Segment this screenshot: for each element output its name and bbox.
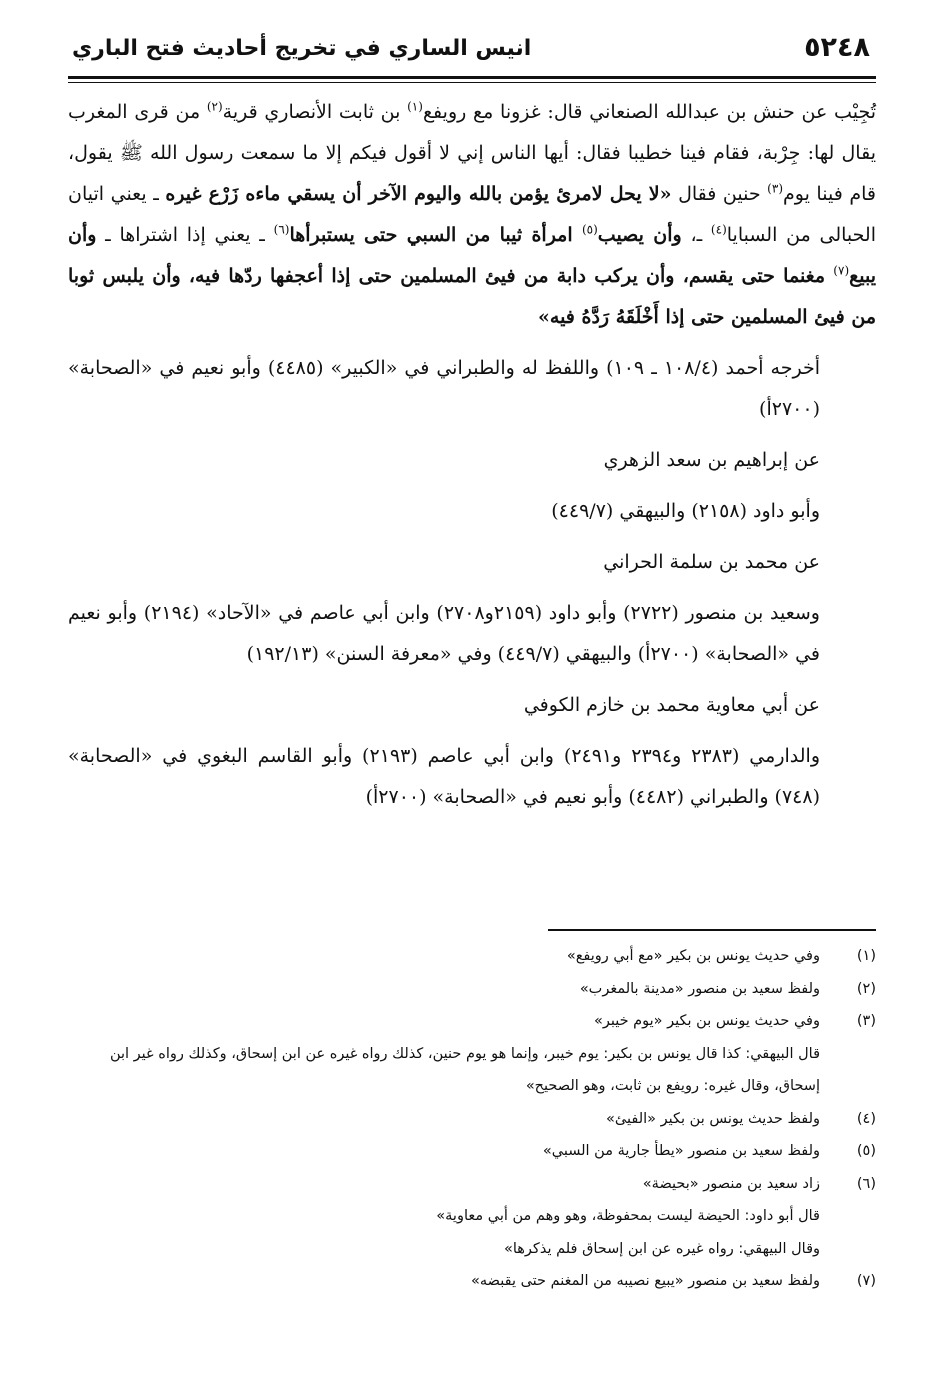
footnote-item xyxy=(68,1265,876,1298)
footnote-number: (٣) xyxy=(856,1013,876,1029)
hadith-segment: حنين فقال xyxy=(671,183,768,205)
hadith-quote-bold: «لا يحل لامرئ يؤمن بالله واليوم الآخر أن يسقي ماءه زَرْع غيره xyxy=(165,183,672,205)
footnote-ref-3: (٣) xyxy=(767,181,783,196)
hadith-text xyxy=(68,92,876,338)
hadith-segment: ـ، xyxy=(681,224,711,246)
hadith-quote-bold: امرأة ثيبا من السبي حتى يستبرأها xyxy=(289,224,582,246)
footnote-continuation: وقال البيهقي: رواه غيره عن ابن إسحاق فلم يذكرها» xyxy=(504,1240,820,1257)
main-text xyxy=(68,92,876,818)
footnote-item xyxy=(68,973,876,1006)
footnote-ref-2: (٢) xyxy=(206,99,223,114)
hadith-quote-bold: وأن يبيع xyxy=(68,224,876,287)
footnote-text: ولفظ سعيد بن منصور «يبيع نصيبه من المغنم حتى يقبضه» xyxy=(471,1273,820,1289)
narrator-line: عن أبي معاوية محمد بن خازم الكوفي xyxy=(523,694,820,716)
footnote-number: (٤) xyxy=(856,1110,876,1127)
footnote-ref-6: (٦) xyxy=(273,222,290,237)
takhrij-paragraph: أخرجه أحمد (١٠٨/٤ ـ ١٠٩) واللفظ له والطبراني في «الكبير» (٤٤٨٥) وأبو نعيم في «الصحابة» (٢٧٠٠أ) xyxy=(68,357,820,420)
footnote-text: ولفظ حديث يونس بن بكير «الفيئ» xyxy=(606,1110,820,1127)
footnote-number: (١) xyxy=(856,948,876,964)
footnote-item xyxy=(68,940,876,973)
footnote-item xyxy=(68,1103,876,1136)
footnote-item xyxy=(68,1005,876,1038)
footnote-text: زاد سعيد بن منصور «بحيضة» xyxy=(642,1175,820,1192)
page-header xyxy=(68,28,876,76)
hadith-segment: تُجِيْب عن حنش بن عبدالله الصنعاني قال: غزونا مع رويفع xyxy=(422,101,876,123)
footnote-item xyxy=(68,1168,876,1201)
footnote-separator xyxy=(548,929,876,931)
footnote-text: ولفظ سعيد بن منصور «مدينة بالمغرب» xyxy=(579,980,820,997)
hadith-segment: ـ يعني اتيان الحبالى من السبايا xyxy=(68,183,876,246)
footnote-item xyxy=(68,1135,876,1168)
header-rule xyxy=(68,76,876,79)
footnote-continuation: قال أبو داود: الحيضة ليست بمحفوظة، وهو وهم من أبي معاوية» xyxy=(436,1208,820,1224)
footnote-text: ولفظ سعيد بن منصور «يطأ جارية من السبي» xyxy=(542,1143,820,1159)
footnote-ref-5: (٥) xyxy=(581,222,598,237)
narrator-line: عن محمد بن سلمة الحراني xyxy=(603,551,820,573)
running-title: انيس الساري في تخريج أحاديث فتح الباري xyxy=(72,36,532,61)
footnote-number: (٧) xyxy=(856,1273,876,1289)
page-number: ٥٢٤٨ xyxy=(804,32,870,63)
header-rule-thin xyxy=(68,82,876,83)
footnote-number: (٢) xyxy=(856,980,876,997)
footnote-ref-7: (٧) xyxy=(833,263,850,278)
takhrij-paragraph: والدارمي (٢٣٨٣ و٢٣٩٤ و٢٤٩١) وابن أبي عاصم (٢١٩٣) وأبو القاسم البغوي في «الصحابة» (٧٤٨) والطبراني (٤٤٨٢) وأبو نعيم في «الصحابة» (٢٧٠٠أ) xyxy=(68,745,820,808)
hadith-segment: ـ يعني إذا اشتراها ـ xyxy=(96,224,274,246)
footnotes xyxy=(68,940,876,1298)
footnote-text: وفي حديث يونس بن بكير «يوم خيبر» xyxy=(593,1013,820,1029)
hadith-quote-bold: وأن يصيب xyxy=(597,224,682,246)
takhrij-paragraph: وسعيد بن منصور (٢٧٢٢) وأبو داود (٢١٥٩و٢٧٠٨) وابن أبي عاصم في «الآحاد» (٢١٩٤) وأبو نعيم في «الصحابة» (٢٧٠٠أ) والبيهقي (٤٤٩/٧) وفي «معرفة السنن» (١٩٢/١٣) xyxy=(68,602,820,665)
hadith-segment: بن ثابت الأنصاري قرية xyxy=(222,101,408,123)
narrator-line: عن إبراهيم بن سعد الزهري xyxy=(603,449,820,471)
footnote-number: (٥) xyxy=(856,1143,876,1159)
footnote-text: وفي حديث يونس بن بكير «مع أبي رويفع» xyxy=(566,948,820,964)
footnote-continuation: قال البيهقي: كذا قال يونس بن بكير: يوم خيبر، وإنما هو يوم حنين، كذلك رواه غيره عن ابن إسحاق، وكذلك رواه غير ابن إسحاق، وقال غيره: رويفع بن ثابت، وهو الصحيح» xyxy=(109,1045,820,1094)
hadith-segment: من قرى المغرب يقال لها: جِرْبة، فقام فينا خطيبا فقال: أيها الناس إني لا أقول فيكم إلا ما سمعت رسول الله ﷺ يقول، قام فينا يوم xyxy=(68,101,876,205)
hadith-quote-bold: مغنما حتى يقسم، وأن يركب دابة من فيئ المسلمين حتى إذا أعجفها ردّها فيه، وأن يلبس ثوبا من فيئ المسلمين حتى إذا أَخْلَقَهُ رَدَّهُ فيه» xyxy=(68,265,876,328)
takhrij-paragraph: وأبو داود (٢١٥٨) والبيهقي (٤٤٩/٧) xyxy=(551,500,820,522)
footnote-number: (٦) xyxy=(856,1175,876,1192)
footnote-ref-4: (٤) xyxy=(710,222,727,237)
footnote-ref-1: (١) xyxy=(407,99,423,114)
